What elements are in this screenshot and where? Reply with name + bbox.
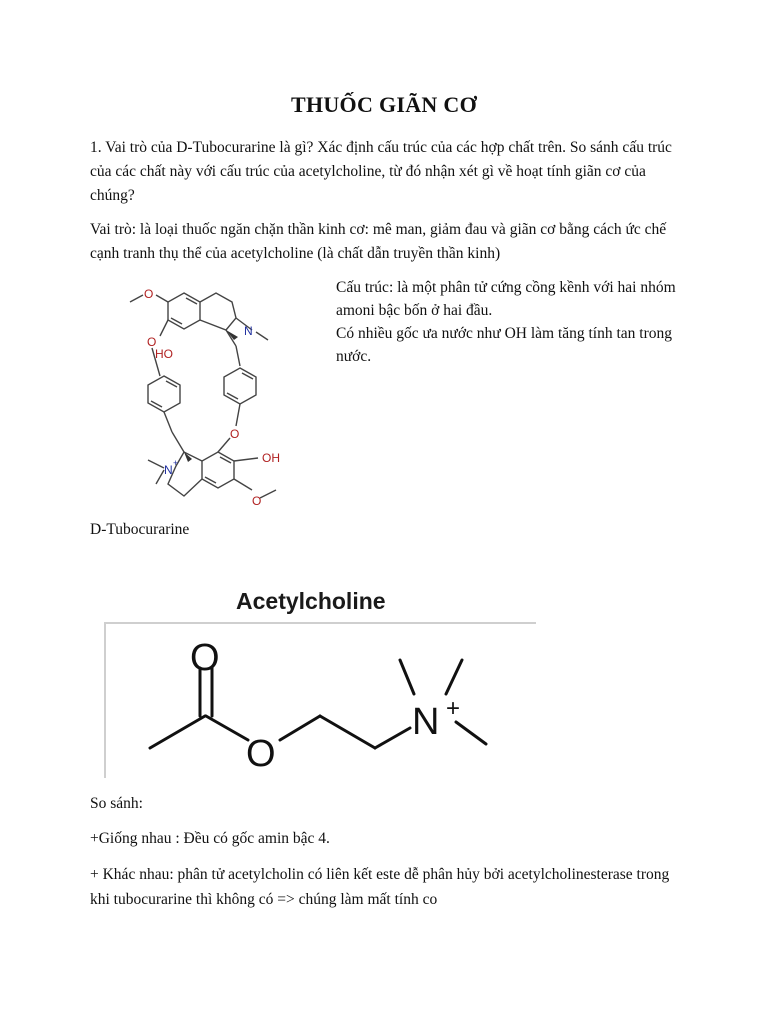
atom-label-n-top: N — [244, 324, 253, 338]
ach-atom-o-carbonyl: O — [190, 637, 220, 679]
acetylcholine-structure — [104, 622, 534, 776]
acetylcholine-title: Acetylcholine — [236, 588, 386, 614]
atom-label-o-top: O — [144, 287, 154, 301]
structure-line-1: Cấu trúc: là một phân tử cứng cồng kềnh với hai nhóm amoni bậc bốn ở hai đầu. — [336, 279, 676, 319]
similarity-text: +Giống nhau : Đều có gốc amin bậc 4. — [90, 830, 330, 847]
atom-label-o-mid: O — [230, 427, 240, 441]
atom-label-oh: OH — [262, 451, 280, 465]
atom-label-ho: HO — [155, 347, 173, 361]
tubocurarine-structure — [118, 282, 318, 514]
page-title: THUỐC GIÃN CƠ — [290, 92, 478, 117]
structure-description — [336, 276, 686, 368]
atom-label-plus: + — [173, 458, 179, 468]
compare-label: So sánh: — [90, 795, 143, 812]
ach-atom-o-ester: O — [246, 733, 276, 775]
question-text: 1. Vai trò của D-Tubocurarine là gì? Xác định cấu trúc của các hợp chất trên. So sánh cấu trúc của các chất này với cấu trúc của acetylcholine, từ đó nhận xét gì về hoạt tính giãn cơ của chúng? — [90, 139, 672, 204]
ach-atom-plus: + — [446, 695, 461, 722]
atom-label-o-left: O — [147, 335, 157, 349]
atom-label-o-bottom: O — [252, 494, 262, 508]
tubocurarine-caption: D-Tubocurarine — [90, 521, 190, 538]
structure-line-2: Có nhiều gốc ưa nước như OH làm tăng tính tan trong nước. — [336, 325, 673, 365]
role-text: Vai trò: là loại thuốc ngăn chặn thần kinh cơ: mê man, giảm đau và giãn cơ bằng cách ức chế cạnh tranh thụ thể của acetylcholine (là chất dẫn truyền thần kinh) — [90, 221, 667, 262]
difference-text: + Khác nhau: phân tử acetylcholin có liên kết este dễ phân hủy bởi acetylcholinesterase trong khi tubocurarine thì không có => chúng làm mất tính co — [90, 866, 670, 908]
atom-label-n-bottom: N — [164, 463, 173, 477]
ach-atom-n: N — [412, 701, 440, 743]
